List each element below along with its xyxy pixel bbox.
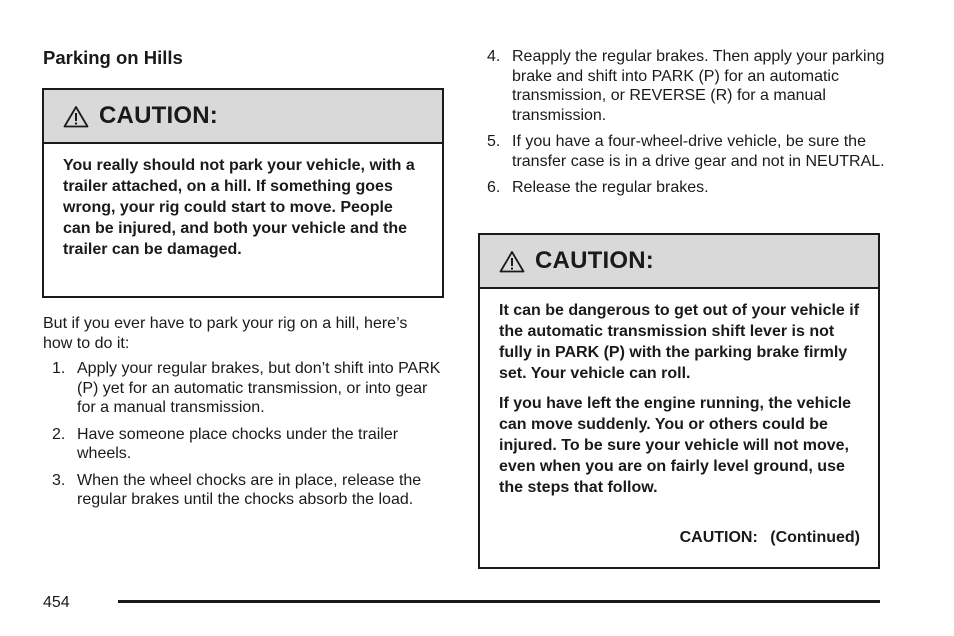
caution-header xyxy=(44,90,442,144)
step-item xyxy=(487,178,887,198)
step-number: 5. xyxy=(487,133,501,150)
intro-paragraph: But if you ever have to park your rig on a hill, here’s how to do it: xyxy=(43,315,408,352)
caution-body xyxy=(480,289,878,498)
step-number: 3. xyxy=(52,471,66,489)
step-text: If you have a four-wheel-drive vehicle, be sure the transfer case is in a drive gear and not in NEUTRAL. xyxy=(512,133,885,170)
section-title: Parking on Hills xyxy=(43,47,183,68)
caution-paragraph: It can be dangerous to get out of your vehicle if the automatic transmission shift lever is not fully in PARK (P) with the parking brake firmly set. Your vehicle can roll. xyxy=(499,302,860,382)
step-item xyxy=(52,425,442,464)
step-item xyxy=(487,47,887,125)
caution-paragraph: You really should not park your vehicle, with a trailer attached, on a hill. If something goes wrong, your rig could start to move. People can be injured, and both your vehicle and the trailer can be damaged. xyxy=(63,157,415,258)
step-number: 2. xyxy=(52,425,66,443)
step-number: 4. xyxy=(487,48,501,65)
caution-body xyxy=(44,144,442,260)
step-number: 1. xyxy=(52,360,66,377)
step-text: Release the regular brakes. xyxy=(512,179,709,196)
caution-continued: CAUTION: (Continued) xyxy=(679,529,860,546)
step-text: Have someone place chocks under the trailer wheels. xyxy=(77,425,399,462)
step-number: 6. xyxy=(487,179,501,196)
caution-header xyxy=(480,235,878,289)
step-text: Apply your regular brakes, but don’t shift into PARK (P) yet for an automatic transmission, or into gear for a manual transmission. xyxy=(77,360,441,416)
page-number: 454 xyxy=(43,594,70,611)
steps-list-left xyxy=(52,359,442,517)
caution-box-rollaway xyxy=(478,233,880,569)
step-item xyxy=(487,132,887,171)
footer-rule xyxy=(118,600,880,603)
step-text: Reapply the regular brakes. Then apply your parking brake and shift into PARK (P) for an automatic transmission, or REVERSE (R) for a manual transmission. xyxy=(512,48,885,124)
caution-box-trailer xyxy=(42,88,444,298)
warning-triangle-icon xyxy=(499,250,525,273)
caution-title: CAUTION: xyxy=(535,247,654,274)
caution-title: CAUTION: xyxy=(99,102,218,129)
warning-triangle-icon xyxy=(63,105,89,128)
caution-paragraph: If you have left the engine running, the vehicle can move suddenly. You or others could be injured. To be sure your vehicle will not move, even when you are on fairly level ground, use the steps that follow. xyxy=(499,395,852,496)
step-item xyxy=(52,359,442,418)
step-text: When the wheel chocks are in place, release the regular brakes until the chocks absorb the load. xyxy=(77,471,422,508)
step-item xyxy=(52,471,442,510)
steps-list-right xyxy=(487,47,887,205)
